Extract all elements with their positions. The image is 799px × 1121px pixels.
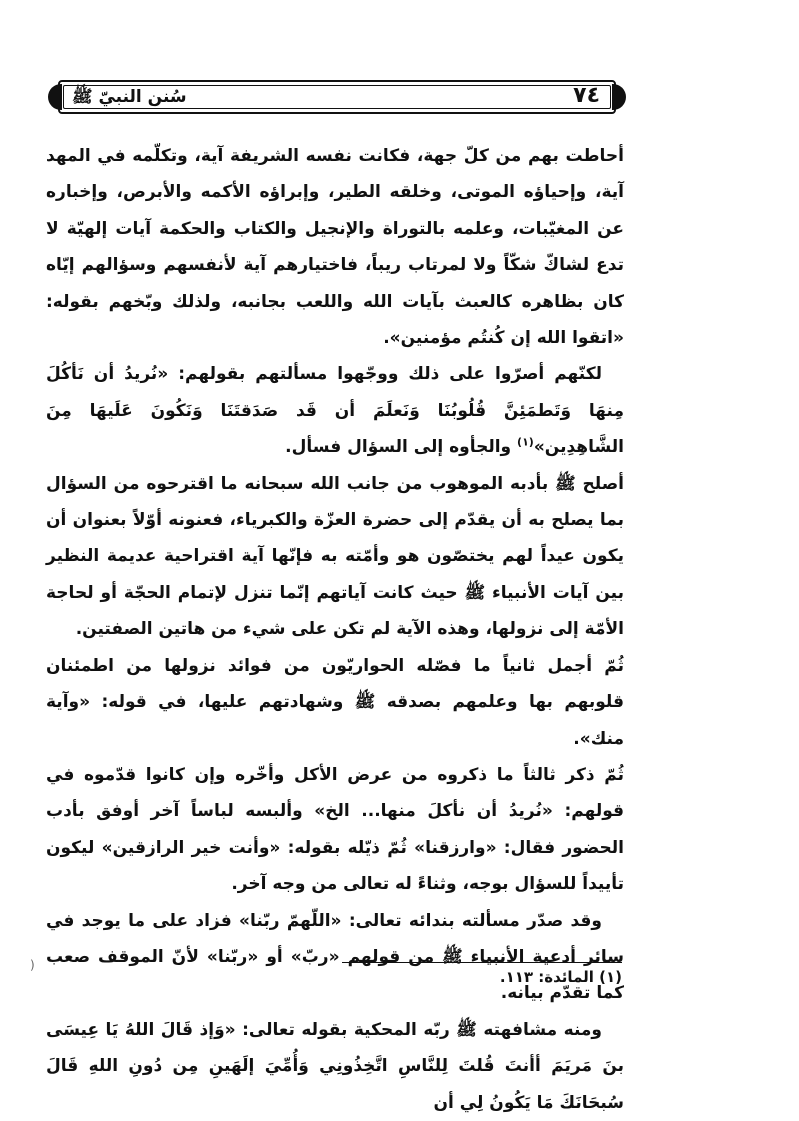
paragraph: أصلح ﷺ بأدبه الموهوب من جانب الله سبحانه ما اقترحوه من السؤال بما يصلح به أن يقدّم إلى حضرة العزّة والكبرياء، فعنونه أوّلاً بعنوان أن يكون عيداً لهم يختصّون هو وأمّته به فإنّها آية اقتراحية عديمة النظير بين آيات الأنبياء ﷺ حيث كانت آياتهم إنّما تنزل لإتمام الحجّة أو لحاجة الأمّة إلى نزولها، وهذه الآية لم تكن على شيء من هاتين الصفتين.	[46, 473, 624, 640]
footnote: (١) المائدة: ١١٣.	[499, 968, 622, 986]
paragraph: ثُمّ أجمل ثانياً ما فصّله الحواريّون من فوائد نزولها من اطمئنان قلوبهم بها وعلمهم بصدقه ﷺ وشهادتهم عليها، في قوله: «وآية منك».	[46, 655, 624, 749]
paragraph: ثُمّ ذكر ثالثاً ما ذكروه من عرض الأكل وأخّره وإن كانوا قدّموه في قولهم: «نُريدُ أن نأكلَ منها... الخ» وألبسه لباساً آخر أوفق بأدب الحضور فقال: «وارزقنا» ثُمّ ذيّله بقوله: «وأنت خير الرازقين» ليكون تأييداً للسؤال بوجه، وثناءً له تعالى من وجه آخر.	[46, 764, 624, 895]
paragraph: أحاطت بهم من كلّ جهة، فكانت نفسه الشريفة آية، وتكلّمه في المهد آية، وإحياؤه الموتى، وخلقه الطير، وإبراؤه الأكمه والأبرص، وإخباره عن المغيّبات، وعلمه بالتوراة والإنجيل والكتاب والحكمة آيات إلهيّة لا تدع لشاكّ شكّاً ولا لمرتاب ريباً، فاختيارهم آية لأنفسهم وسؤالهم إيّاه كان بظاهره كالعبث بآيات الله واللعب بجانبه، ولذلك وبّخهم بقوله: «اتقوا الله إن كُنتُم مؤمنين».	[46, 146, 624, 349]
running-title: سُنن النبيّ ﷺ	[72, 87, 187, 107]
paragraph: وقد صدّر مسألته بندائه تعالى: «اللّهمّ ربّنا» فزاد على ما يوجد في سائر أدعية الأنبياء ﷺ من قولهم «ربّ» أو «ربّنا» لأنّ الموقف صعب كما تقدّم بيانه.	[46, 910, 624, 1004]
page-number: ٧٤	[573, 83, 600, 108]
footnote-separator	[342, 962, 622, 963]
paragraph-text: لكنّهم أصرّوا على ذلك ووجّهوا مسألتهم بقولهم: «نُريدُ أن نَأكُلَ مِنهَا وَتَطمَئِنَّ قُلُوبُنَا وَنَعلَمَ أن قَد صَدَقتَنَا وَنَكُونَ عَلَيهَا مِنَ الشَّاهِدِين»	[46, 364, 624, 458]
margin-mark: (	[30, 958, 35, 972]
footnote-reference: (١)	[517, 435, 534, 449]
paragraph	[46, 356, 624, 465]
paragraph: ومنه مشافهته ﷺ ربّه المحكية بقوله تعالى: «وَإذ قَالَ اللهُ يَا عِيسَى بنَ مَريَمَ أأنتَ قُلتَ لِلنَّاسِ اتَّخِذُونِي وَأُمِّيَ إلَهَينِ مِن دُونِ اللهِ قَالَ سُبحَانَكَ مَا يَكُونُ لِي أن	[46, 1019, 624, 1113]
paragraph-text: والجأوه إلى السؤال فسأل.	[285, 437, 518, 458]
running-header	[48, 80, 626, 114]
